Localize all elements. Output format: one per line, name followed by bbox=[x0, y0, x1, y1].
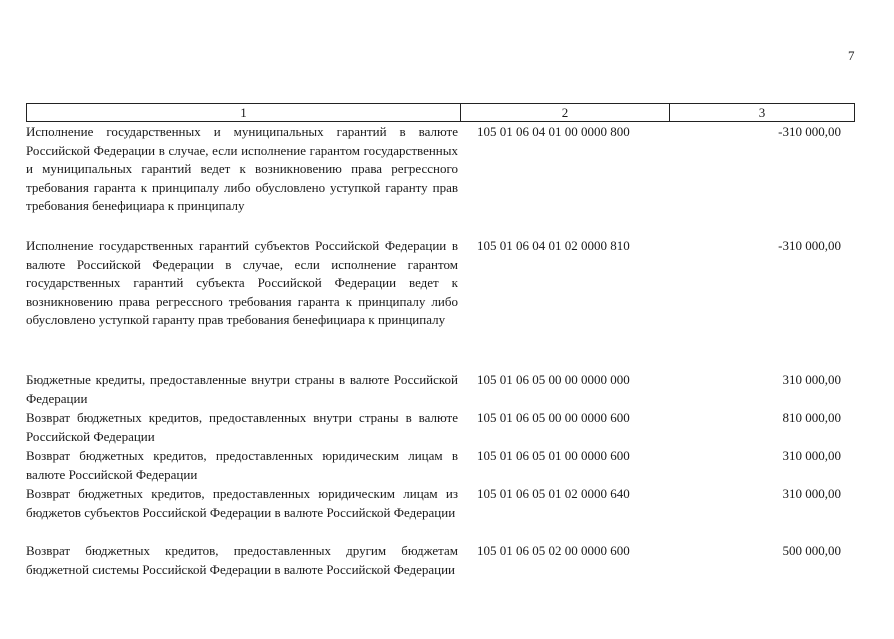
row-amount: 310 000,00 bbox=[782, 486, 841, 501]
table-row bbox=[26, 447, 855, 484]
row-code: 105 01 06 04 01 00 0000 800 bbox=[477, 124, 630, 139]
row-amount: -310 000,00 bbox=[778, 124, 841, 139]
table-header bbox=[26, 103, 855, 122]
table-row bbox=[26, 123, 855, 216]
row-description: Возврат бюджетных кредитов, предоставленных другим бюджетам бюджетной системы Российской Федерации в валюте Российской Федерации bbox=[26, 543, 458, 577]
row-amount: -310 000,00 bbox=[778, 238, 841, 253]
row-description: Возврат бюджетных кредитов, предоставленных внутри страны в валюте Российской Федерации bbox=[26, 410, 458, 444]
row-code: 105 01 06 04 01 02 0000 810 bbox=[477, 238, 630, 253]
page-number: 7 bbox=[848, 48, 855, 63]
row-code: 105 01 06 05 01 00 0000 600 bbox=[477, 448, 630, 463]
row-amount: 310 000,00 bbox=[782, 448, 841, 463]
table-row bbox=[26, 542, 855, 579]
table-row bbox=[26, 371, 855, 408]
column-header-2: 2 bbox=[461, 104, 670, 121]
table-row bbox=[26, 237, 855, 330]
row-amount: 310 000,00 bbox=[782, 372, 841, 387]
table-row bbox=[26, 409, 855, 446]
row-amount: 500 000,00 bbox=[782, 543, 841, 558]
row-description: Исполнение государственных гарантий субъектов Российской Федерации в валюте Российской Федерации в случае, если исполнение гарантом государственных гарантий субъекта Российской Федерации ведет к возникновению права регрессного требования гаранта к принципалу либо обусловлено уступкой гаранту прав требования бенефициара к принципалу bbox=[26, 238, 458, 328]
column-header-3: 3 bbox=[758, 105, 766, 120]
row-code: 105 01 06 05 00 00 0000 600 bbox=[477, 410, 630, 425]
row-description: Исполнение государственных и муниципальных гарантий в валюте Российской Федерации в случае, если исполнение гарантом государственных и муниципальных гарантий ведет к возникновению права регрессного требования гаранта к принципалу либо обусловлено уступкой гаранту прав требования бенефициара к принципалу bbox=[26, 124, 458, 214]
row-code: 105 01 06 05 02 00 0000 600 bbox=[477, 543, 630, 558]
column-header-1: 1 bbox=[27, 104, 461, 121]
row-description: Возврат бюджетных кредитов, предоставленных юридическим лицам из бюджетов субъектов Российской Федерации в валюте Российской Федерации bbox=[26, 486, 458, 520]
row-description: Бюджетные кредиты, предоставленные внутри страны в валюте Российской Федерации bbox=[26, 372, 458, 406]
row-code: 105 01 06 05 00 00 0000 000 bbox=[477, 372, 630, 387]
row-amount: 810 000,00 bbox=[782, 410, 841, 425]
row-code: 105 01 06 05 01 02 0000 640 bbox=[477, 486, 630, 501]
table-row bbox=[26, 485, 855, 522]
row-description: Возврат бюджетных кредитов, предоставленных юридическим лицам в валюте Российской Федерации bbox=[26, 448, 458, 482]
